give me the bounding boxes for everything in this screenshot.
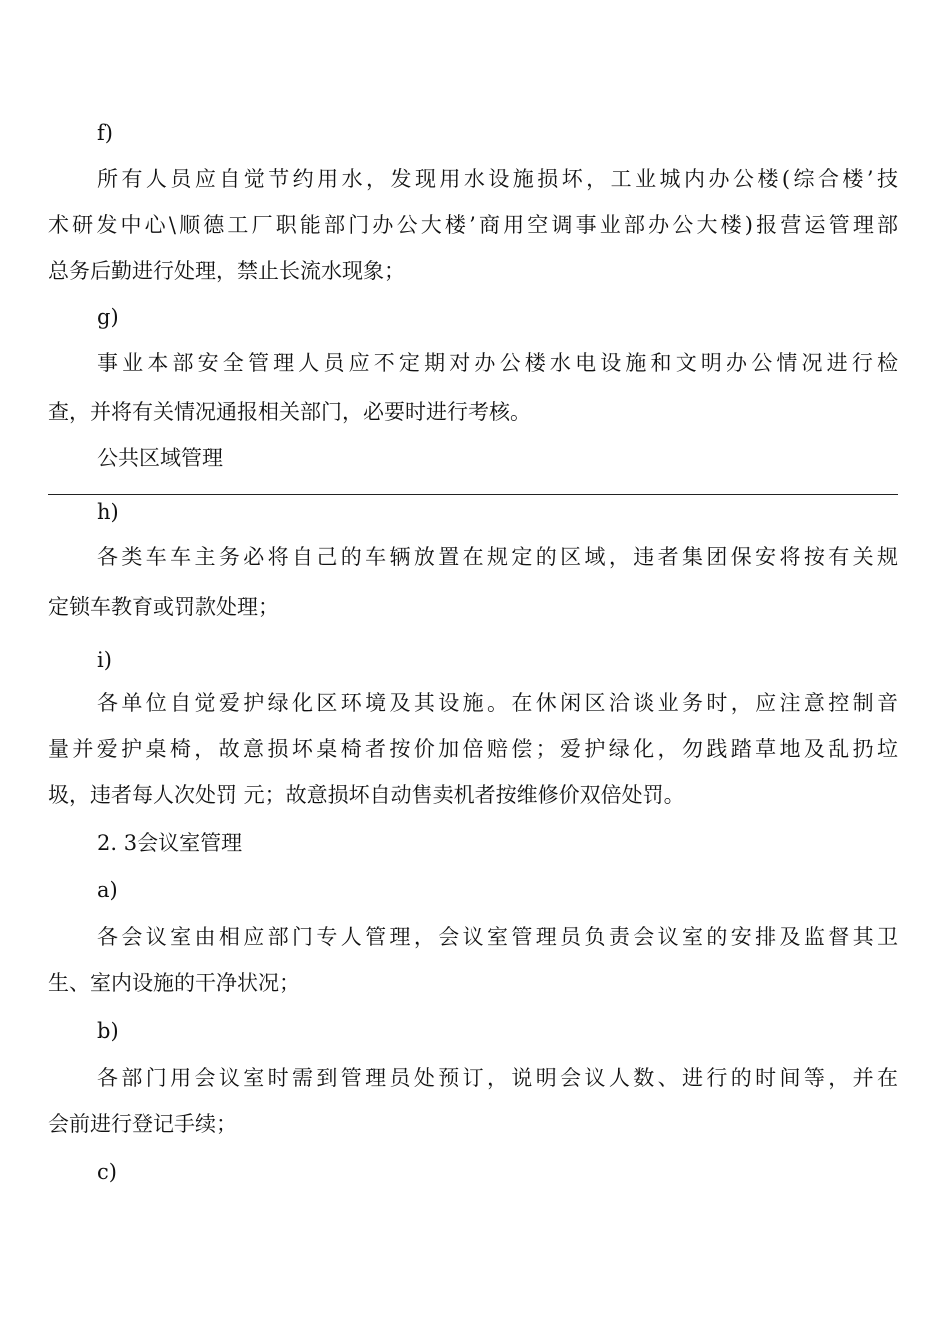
item-label-b: b) (97, 1019, 119, 1043)
item-i-line-2: 量并爱护桌椅，故意损坏桌椅者按价加倍赔偿；爱护绿化，勿践踏草地及乱扔垃 (48, 737, 898, 761)
item-g-line-2: 查，并将有关情况通报相关部门，必要时进行考核。 (48, 400, 531, 424)
item-label-a: a) (97, 878, 118, 902)
item-label-f: f) (97, 121, 113, 145)
item-label-i: i) (97, 648, 112, 672)
item-i-line-3: 圾，违者每人次处罚 元；故意损坏自动售卖机者按维修价双倍处罚。 (48, 783, 685, 807)
item-g-line-1: 事业本部安全管理人员应不定期对办公楼水电设施和文明办公情况进行检 (97, 351, 898, 375)
item-b-line-1: 各部门用会议室时需到管理员处预订，说明会议人数、进行的时间等，并在 (97, 1066, 898, 1090)
item-h-line-2: 定锁车教育或罚款处理； (48, 595, 279, 619)
item-f-line-3: 总务后勤进行处理，禁止长流水现象； (48, 259, 405, 283)
item-f-line-2: 术研发中心\顺德工厂职能部门办公大楼’商用空调事业部办公大楼)报营运管理部 (48, 213, 898, 237)
item-label-h: h) (97, 500, 119, 524)
item-label-c: c) (97, 1160, 117, 1184)
item-label-g: g) (97, 305, 119, 329)
horizontal-divider (48, 494, 898, 495)
item-a-line-2: 生、室内设施的干净状况； (48, 971, 300, 995)
item-a-line-1: 各会议室由相应部门专人管理，会议室管理员负责会议室的安排及监督其卫 (97, 925, 898, 949)
section-heading-meeting-room: 2. 3会议室管理 (97, 831, 243, 855)
section-heading-public-area: 公共区域管理 (97, 446, 223, 470)
item-b-line-2: 会前进行登记手续； (48, 1112, 237, 1136)
item-i-line-1: 各单位自觉爱护绿化区环境及其设施。在休闲区洽谈业务时，应注意控制音 (97, 691, 898, 715)
item-h-line-1: 各类车车主务必将自己的车辆放置在规定的区域，违者集团保安将按有关规 (97, 545, 898, 569)
item-f-line-1: 所有人员应自觉节约用水，发现用水设施损坏，工业城内办公楼(综合楼’技 (97, 167, 898, 191)
